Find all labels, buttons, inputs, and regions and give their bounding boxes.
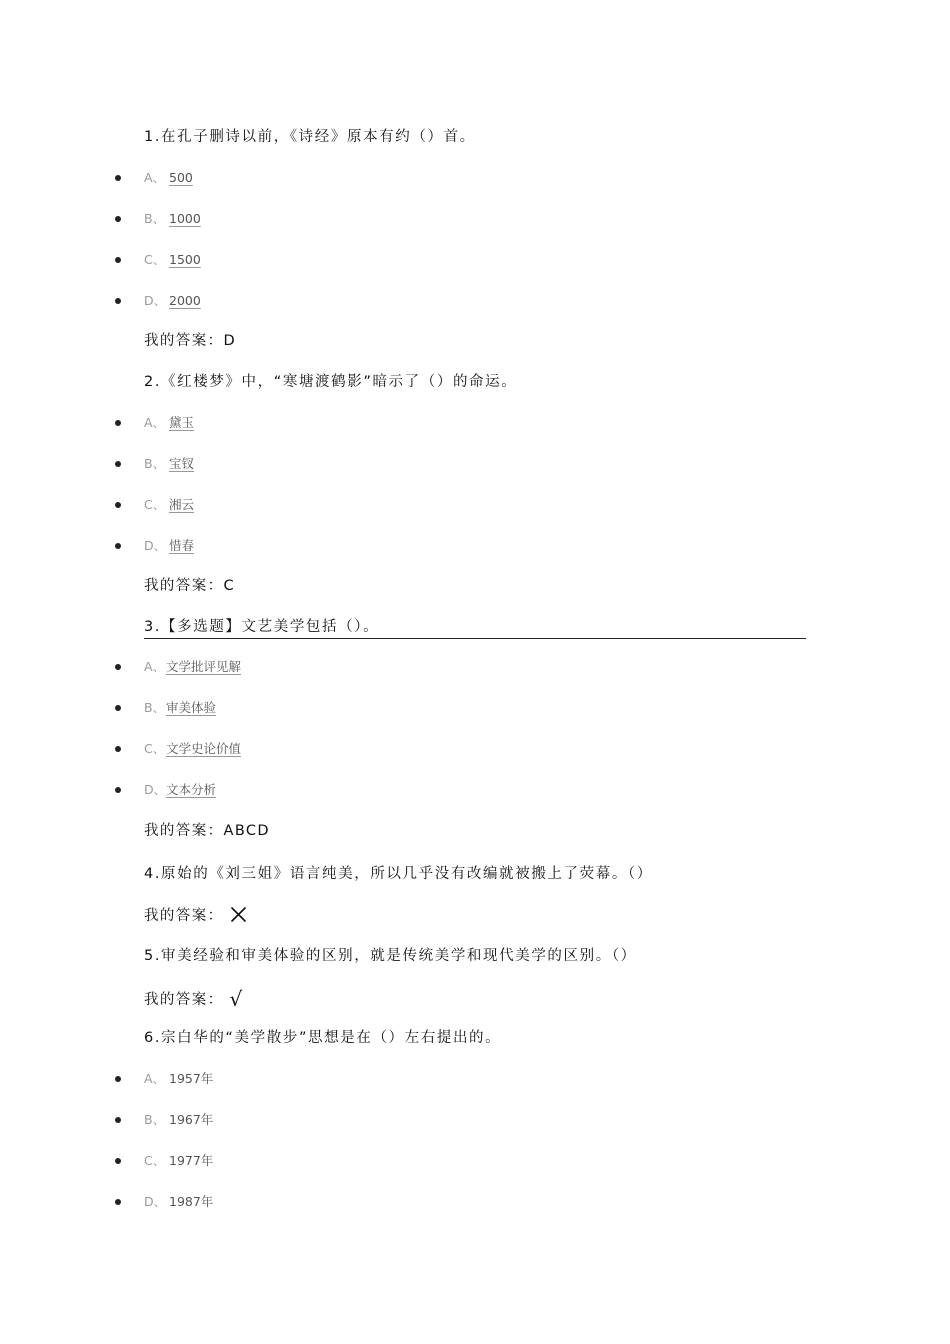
option-text[interactable]: 1977年 bbox=[169, 1153, 214, 1168]
bullet-icon bbox=[115, 1158, 121, 1164]
question-4-answer-row bbox=[144, 906, 247, 926]
option-text[interactable]: 2000 bbox=[169, 293, 201, 308]
bullet-icon bbox=[115, 787, 121, 793]
question-6-prompt: 6.宗白华的“美学散步”思想是在（）左右提出的。 bbox=[144, 1030, 502, 1046]
question-3-answer: 我的答案：ABCD bbox=[144, 823, 271, 839]
option-letter: D、 bbox=[144, 782, 167, 797]
option-letter: A、 bbox=[144, 659, 166, 674]
option-letter: B、 bbox=[144, 1112, 166, 1127]
question-1-answer: 我的答案：D bbox=[144, 333, 237, 349]
bullet-icon bbox=[115, 543, 121, 549]
bullet-icon bbox=[115, 502, 121, 508]
bullet-icon bbox=[115, 420, 121, 426]
option-text[interactable]: 1967年 bbox=[169, 1112, 214, 1127]
bullet-icon bbox=[115, 175, 121, 181]
question-3-prompt: 3.【多选题】文艺美学包括（）。 bbox=[144, 617, 806, 639]
question-5-prompt: 5.审美经验和审美体验的区别，就是传统美学和现代美学的区别。（） bbox=[144, 948, 637, 964]
option-text[interactable]: 文学史论价值 bbox=[166, 741, 242, 756]
option-text[interactable]: 审美体验 bbox=[166, 700, 217, 715]
question-2-prompt: 2.《红楼梦》中，“寒塘渡鹤影”暗示了（）的命运。 bbox=[144, 374, 518, 390]
bullet-icon bbox=[115, 705, 121, 711]
option-text[interactable]: 1957年 bbox=[169, 1071, 214, 1086]
bullet-icon bbox=[115, 461, 121, 467]
option-letter: B、 bbox=[144, 700, 166, 715]
question-4-prompt: 4.原始的《刘三姐》语言纯美，所以几乎没有改编就被搬上了荧幕。（） bbox=[144, 866, 653, 882]
option-letter: B、 bbox=[144, 211, 166, 226]
check-icon: √ bbox=[229, 987, 243, 1011]
option-text[interactable]: 宝钗 bbox=[169, 456, 195, 471]
option-text[interactable]: 1987年 bbox=[169, 1194, 214, 1209]
bullet-icon bbox=[115, 216, 121, 222]
bullet-icon bbox=[115, 257, 121, 263]
option-letter: D、 bbox=[144, 1194, 167, 1209]
option-text[interactable]: 湘云 bbox=[169, 497, 195, 512]
option-letter: A、 bbox=[144, 1071, 166, 1086]
option-letter: D、 bbox=[144, 293, 167, 308]
option-text[interactable]: 500 bbox=[169, 170, 193, 185]
option-text[interactable]: 1000 bbox=[169, 211, 201, 226]
bullet-icon bbox=[115, 1117, 121, 1123]
question-5-answer: 我的答案： bbox=[144, 992, 224, 1008]
option-text[interactable]: 惜春 bbox=[169, 538, 195, 553]
bullet-icon bbox=[115, 746, 121, 752]
question-5-answer-row bbox=[144, 989, 242, 1010]
option-text[interactable]: 黛玉 bbox=[169, 415, 195, 430]
option-letter: C、 bbox=[144, 252, 166, 267]
bullet-icon bbox=[115, 298, 121, 304]
option-letter: B、 bbox=[144, 456, 166, 471]
option-text[interactable]: 1500 bbox=[169, 252, 201, 267]
question-1-prompt: 1.在孔子删诗以前，《诗经》原本有约（）首。 bbox=[144, 129, 476, 145]
bullet-icon bbox=[115, 664, 121, 670]
option-text[interactable]: 文学批评见解 bbox=[166, 659, 242, 674]
option-letter: A、 bbox=[144, 415, 166, 430]
question-4-answer: 我的答案： bbox=[144, 908, 224, 924]
option-letter: D、 bbox=[144, 538, 167, 553]
bullet-icon bbox=[115, 1076, 121, 1082]
cross-icon bbox=[224, 908, 247, 924]
option-letter: C、 bbox=[144, 497, 166, 512]
question-2-answer: 我的答案：C bbox=[144, 578, 236, 594]
option-letter: A、 bbox=[144, 170, 166, 185]
option-text[interactable]: 文本分析 bbox=[166, 782, 217, 797]
bullet-icon bbox=[115, 1199, 121, 1205]
option-letter: C、 bbox=[144, 1153, 166, 1168]
option-letter: C、 bbox=[144, 741, 166, 756]
